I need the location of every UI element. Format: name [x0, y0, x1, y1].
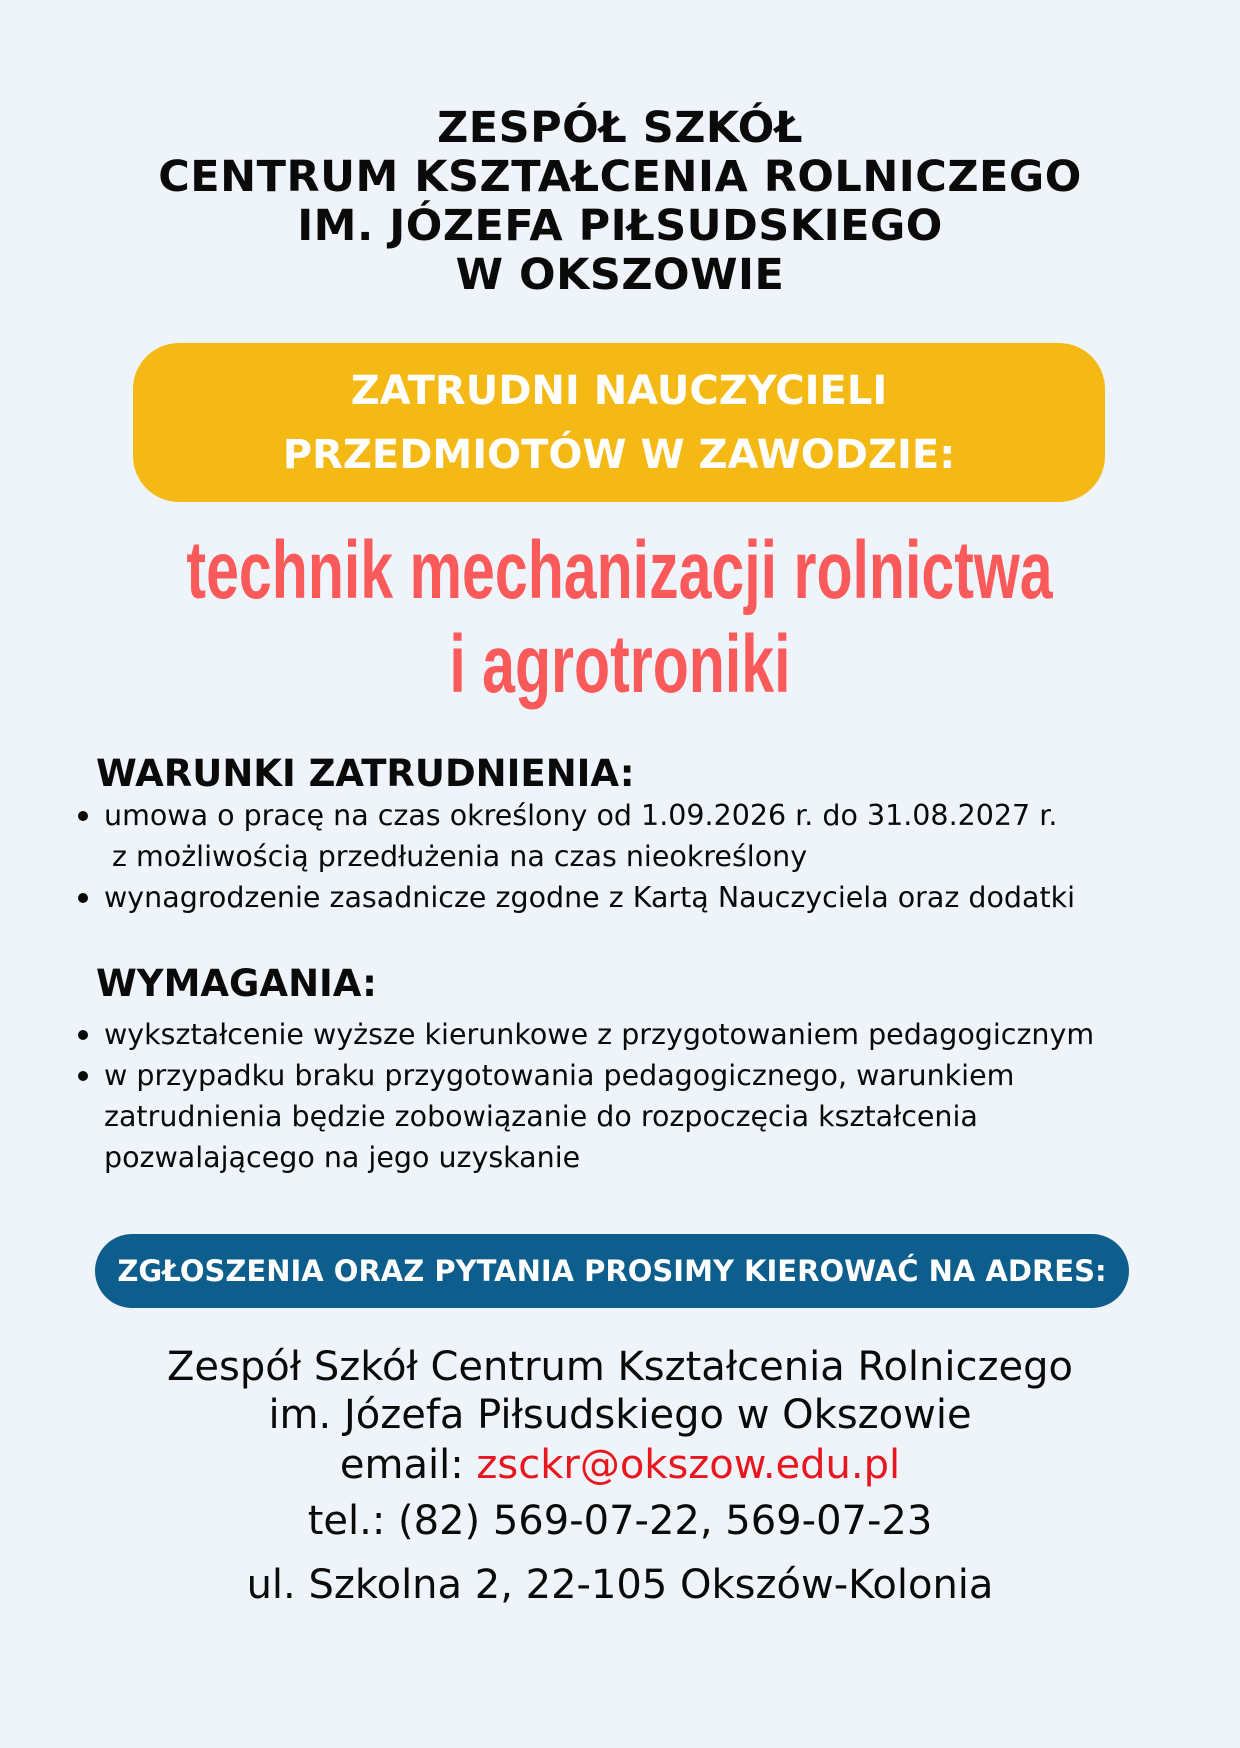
list-item — [72, 877, 1075, 918]
list-item — [72, 1014, 1094, 1055]
hiring-banner — [133, 343, 1105, 502]
contact-school-name: Zespół Szkół Centrum Kształcenia Rolniczego — [167, 1344, 1073, 1390]
contact-address: ul. Szkolna 2, 22-105 Okszów-Kolonia — [246, 1562, 994, 1608]
list-item-text: umowa o pracę na czas określony od 1.09.2026 r. do 31.08.2027 r. — [104, 799, 1058, 832]
list-item-text: z możliwością przedłużenia na czas nieokreślony — [112, 840, 808, 873]
contact-phone: tel.: (82) 569-07-22, 569-07-23 — [307, 1498, 933, 1544]
hiring-banner-line: ZATRUDNI NAUCZYCIELI — [350, 367, 888, 414]
list-item-text: pozwalającego na jego uzyskanie — [104, 1141, 581, 1174]
contact-school-name: im. Józefa Piłsudskiego w Okszowie — [268, 1392, 972, 1438]
school-name-line: CENTRUM KSZTAŁCENIA ROLNICZEGO — [158, 152, 1082, 202]
requirements-list — [72, 1014, 1094, 1178]
email-label: email: — [339, 1442, 477, 1488]
contact-banner: ZGŁOSZENIA ORAZ PYTANIA PROSIMY KIEROWAĆ NA ADRES: — [95, 1234, 1129, 1308]
conditions-list — [72, 795, 1075, 918]
profession-line: technik mechanizacji rolnictwa — [186, 525, 1054, 616]
list-item — [72, 1055, 1094, 1178]
profession-title — [0, 524, 1240, 712]
list-item-text: wynagrodzenie zasadnicze zgodne z Kartą Nauczyciela oraz dodatki — [104, 881, 1076, 914]
list-item-text: zatrudnienia będzie zobowiązanie do rozpoczęcia kształcenia — [104, 1100, 978, 1133]
profession-line: i agrotroniki — [449, 619, 791, 710]
school-name-heading — [0, 104, 1240, 300]
conditions-heading: WARUNKI ZATRUDNIENIA: — [96, 752, 635, 795]
requirements-heading: WYMAGANIA: — [96, 962, 377, 1005]
list-item — [72, 795, 1075, 877]
contact-email-line — [0, 1442, 1240, 1488]
school-name-line: W OKSZOWIE — [455, 250, 785, 300]
list-item-text: w przypadku braku przygotowania pedagogicznego, warunkiem — [104, 1059, 1015, 1092]
list-item-text: wykształcenie wyższe kierunkowe z przygotowaniem pedagogicznym — [104, 1018, 1095, 1051]
school-name-line: IM. JÓZEFA PIŁSUDSKIEGO — [297, 201, 943, 251]
hiring-banner-line: PRZEDMIOTÓW W ZAWODZIE: — [282, 431, 956, 478]
email-link[interactable]: zsckr@okszow.edu.pl — [476, 1442, 901, 1488]
school-name-line: ZESPÓŁ SZKÓŁ — [437, 103, 803, 153]
